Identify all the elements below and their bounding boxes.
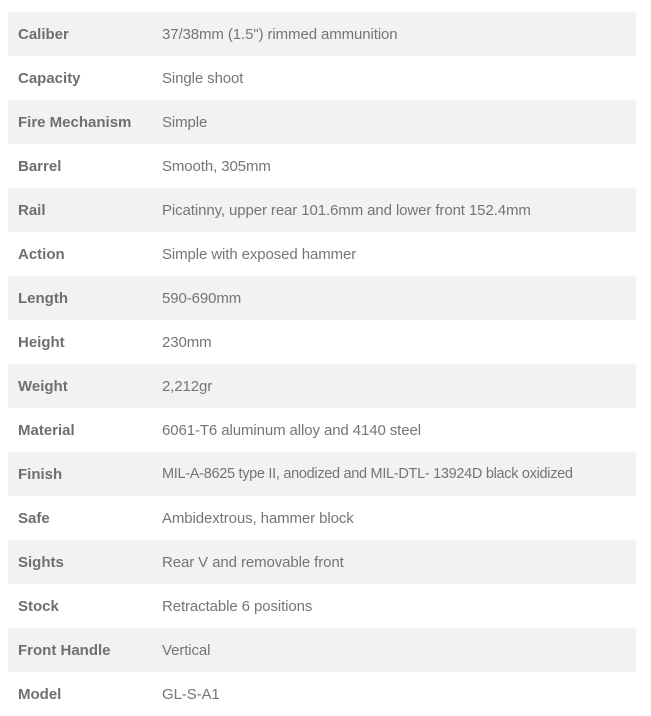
spec-label: Caliber: [18, 25, 69, 43]
spec-row-finish: [8, 452, 636, 496]
specifications-body: [8, 12, 636, 716]
spec-label: Barrel: [18, 157, 62, 175]
spec-value: Picatinny, upper rear 101.6mm and lower front 152.4mm: [162, 201, 531, 219]
spec-value: Rear V and removable front: [162, 553, 344, 571]
spec-value: 2,212gr: [162, 377, 213, 395]
spec-label: Material: [18, 421, 75, 439]
spec-row-front-handle: [8, 628, 636, 672]
spec-row-action: [8, 232, 636, 276]
spec-label: Sights: [18, 553, 64, 571]
spec-row-stock: [8, 584, 636, 628]
spec-label: Front Handle: [18, 641, 111, 659]
spec-row-height: [8, 320, 636, 364]
spec-label: Action: [18, 245, 65, 263]
spec-value: Simple with exposed hammer: [162, 245, 357, 263]
spec-label: Rail: [18, 201, 46, 219]
spec-value: Smooth, 305mm: [162, 157, 271, 175]
spec-row-caliber: [8, 12, 636, 56]
spec-row-weight: [8, 364, 636, 408]
spec-row-material: [8, 408, 636, 452]
spec-label: Capacity: [18, 69, 81, 87]
spec-label: Weight: [18, 377, 68, 395]
spec-label: Finish: [18, 465, 63, 483]
spec-row-length: [8, 276, 636, 320]
spec-label: Height: [18, 333, 65, 351]
spec-label: Fire Mechanism: [18, 113, 132, 131]
spec-row-barrel: [8, 144, 636, 188]
spec-row-rail: [8, 188, 636, 232]
specifications-table: [8, 12, 636, 716]
spec-value: MIL-A-8625 type II, anodized and MIL-DTL- 13924D black oxidized: [162, 466, 573, 482]
spec-value: GL-S-A1: [162, 685, 220, 703]
spec-value: 37/38mm (1.5") rimmed ammunition: [162, 25, 398, 43]
spec-label: Safe: [18, 509, 50, 527]
spec-row-capacity: [8, 56, 636, 100]
spec-value: Simple: [162, 113, 208, 131]
spec-value: 230mm: [162, 333, 212, 351]
spec-value: Single shoot: [162, 69, 244, 87]
spec-value: 6061-T6 aluminum alloy and 4140 steel: [162, 421, 421, 439]
spec-label: Model: [18, 685, 62, 703]
spec-label: Stock: [18, 597, 59, 615]
spec-value: Vertical: [162, 641, 211, 659]
spec-label: Length: [18, 289, 68, 307]
spec-value: Retractable 6 positions: [162, 597, 313, 615]
spec-value: 590-690mm: [162, 289, 242, 307]
spec-row-fire-mechanism: [8, 100, 636, 144]
spec-row-sights: [8, 540, 636, 584]
spec-row-model: [8, 672, 636, 716]
spec-row-safe: [8, 496, 636, 540]
spec-value: Ambidextrous, hammer block: [162, 509, 354, 527]
